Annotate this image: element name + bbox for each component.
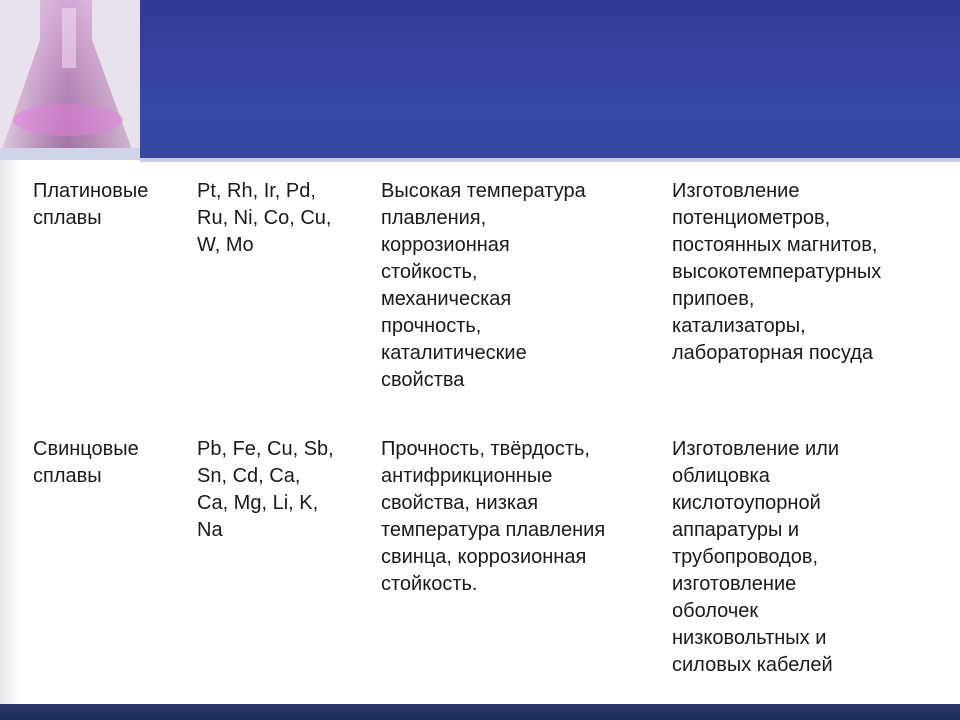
alloy-elements: Pt, Rh, Ir, Pd, Ru, Ni, Co, Cu, W, Mo	[197, 180, 332, 256]
lab-flask-image	[0, 0, 140, 160]
alloy-name: Платиновые сплавы	[33, 180, 149, 229]
alloys-table	[0, 178, 960, 696]
header-divider	[140, 158, 960, 162]
alloy-application: Изготовление потенциометров, постоянных магнитов, высокотемпературных припоев, катализаторы, лабораторная посуда	[672, 180, 882, 364]
flask-icon	[0, 0, 140, 160]
alloy-elements: Pb, Fe, Cu, Sb, Sn, Cd, Ca, Ca, Mg, Li, K, Na	[197, 438, 334, 541]
header-band	[0, 0, 960, 160]
alloy-properties: Высокая температура плавления, коррозионная стойкость, механическая прочность, каталитические свойства	[381, 180, 586, 391]
alloy-properties: Прочность, твёрдость, антифрикционные свойства, низкая температура плавления свинца, коррозионная стойкость.	[381, 438, 606, 595]
alloy-name: Свинцовые сплавы	[33, 438, 139, 487]
table-row	[0, 436, 960, 696]
table-row	[0, 178, 960, 436]
footer-bar	[0, 704, 960, 720]
alloy-application: Изготовление или облицовка кислотоупорной аппаратуры и трубопроводов, изготовление оболочек низковольтных и силовых кабелей	[672, 438, 840, 676]
